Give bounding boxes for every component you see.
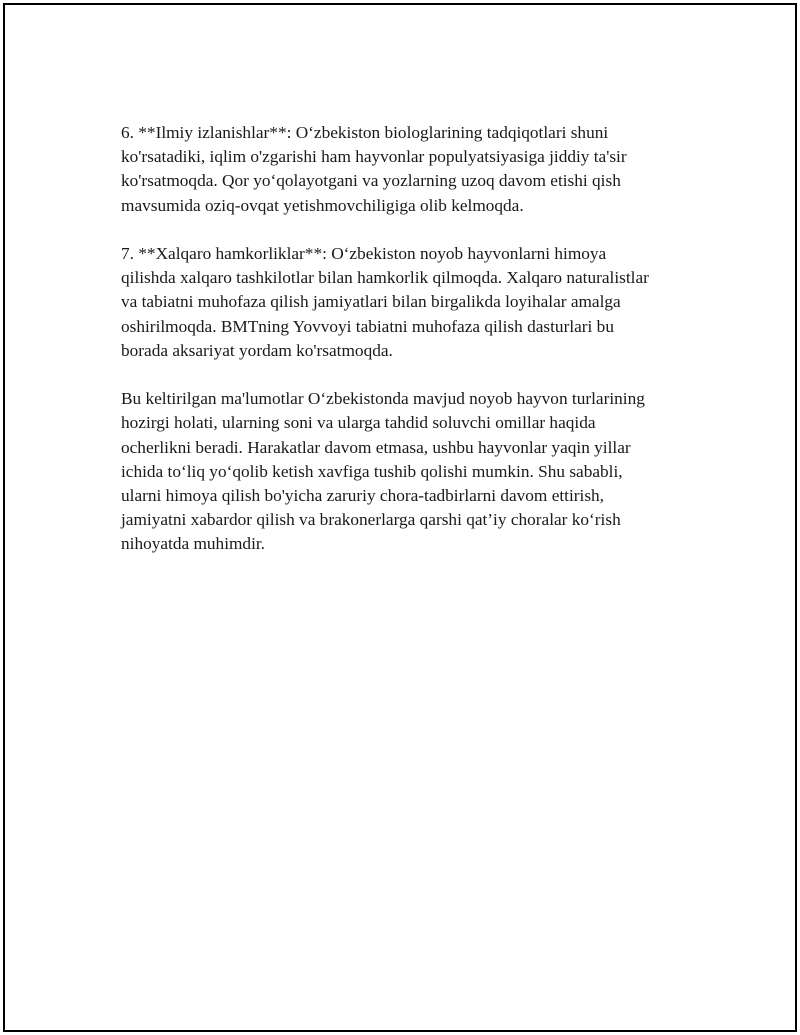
document-body [121, 121, 701, 581]
page-frame [3, 3, 797, 1032]
paragraph-scientific-research: 6. **Ilmiy izlanishlar**: O‘zbekiston biologlarining tadqiqotlari shuni ko'rsatadiki, iqlim o'zgarishi ham hayvonlar populyatsiyasiga jiddiy ta'sir ko'rsatmoqda. Qor yo‘qolayotgani va yozlarning uzoq davom etishi qish mavsumida oziq-ovqat yetishmovchiligiga olib kelmoqda. [121, 123, 627, 215]
paragraph-international-cooperation: 7. **Xalqaro hamkorliklar**: O‘zbekiston noyob hayvonlarni himoya qilishda xalqaro tashkilotlar bilan hamkorlik qilmoqda. Xalqaro naturalistlar va tabiatni muhofaza qilish jamiyatlari bilan birgalikda loyihalar amalga oshirilmoqda. BMTning Yovvoyi tabiatni muhofaza qilish dasturlari bu borada aksariyat yordam ko'rsatmoqda. [121, 244, 649, 360]
paragraph-conclusion: Bu keltirilgan ma'lumotlar O‘zbekistonda mavjud noyob hayvon turlarining hozirgi holati, ularning soni va ularga tahdid soluvchi omillar haqida ocherlikni beradi. Harakatlar davom etmasa, ushbu hayvonlar yaqin yillar ichida to‘liq yo‘qolib ketish xavfiga tushib qolishi mumkin. Shu sababli, ularni himoya qilish bo'yicha zaruriy chora-tadbirlarni davom ettirish, jamiyatni xabardor qilish va brakonerlarga qarshi qat’iy choralar ko‘rish nihoyatda muhimdir. [121, 389, 645, 554]
